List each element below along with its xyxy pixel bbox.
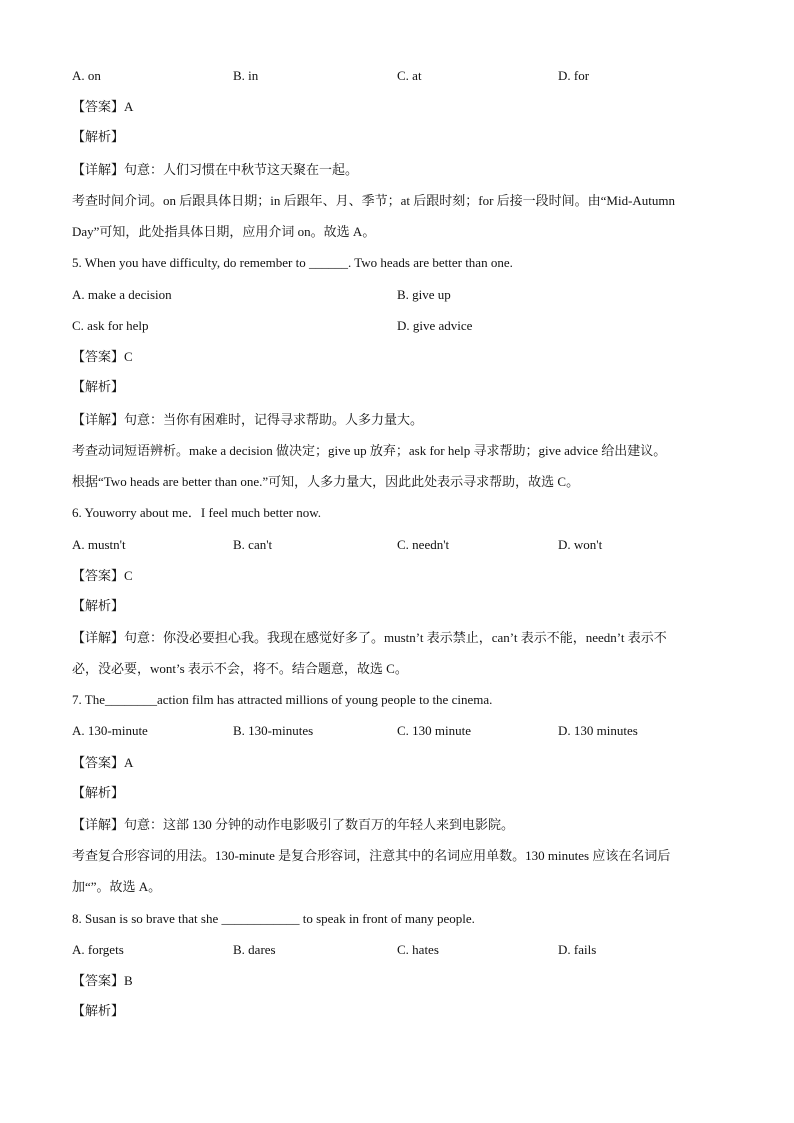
detail-tag: 【详解】 — [72, 818, 125, 833]
q5-detail — [72, 412, 423, 429]
q7-analysis-tag: 【解析】 — [72, 786, 125, 801]
q5-option-a: A. make a decision — [72, 287, 172, 302]
answer-value: A — [124, 755, 134, 770]
q8-option-a: A. forgets — [72, 942, 124, 957]
q7-option-a: A. 130-minute — [72, 723, 148, 738]
q5-detail-line: 根据“Two heads are better than one.”可知，人多力量大，因此此处表示寻求帮助，故选 C。 — [72, 474, 580, 489]
q6-option-a: A. mustn't — [72, 537, 126, 552]
q4-detail-line: 考查时间介词。on 后跟具体日期；in 后跟年、月、季节；at 后跟时刻；for 后接一段时间。由“Mid-Autumn — [72, 193, 676, 208]
q4-option-b: B. in — [233, 68, 259, 83]
answer-tag: 【答案】 — [72, 350, 125, 365]
q7-stem: 7. The________action film has attracted millions of young people to the cinema. — [72, 692, 493, 707]
q6-detail-line: 必，没必要，wont’s 表示不会，将不。结合题意，故选 C。 — [72, 661, 408, 676]
q8-option-b: B. dares — [233, 942, 276, 957]
q8-option-c: C. hates — [397, 942, 439, 957]
answer-value: B — [124, 973, 133, 988]
q5-answer — [72, 349, 133, 366]
detail-text: 句意：人们习惯在中秋节这天聚在一起。 — [124, 162, 359, 177]
q8-answer — [72, 973, 133, 990]
q4-detail-line: Day”可知，此处指具体日期，应用介词 on。故选 A。 — [72, 224, 376, 239]
q7-detail — [72, 817, 514, 834]
answer-tag: 【答案】 — [72, 569, 125, 584]
q7-detail-line: 考查复合形容词的用法。130-minute 是复合形容词，注意其中的名词应用单数。130 minutes 应该在名词后 — [72, 848, 671, 863]
q4-detail — [72, 162, 358, 179]
detail-text: 句意：这部 130 分钟的动作电影吸引了数百万的年轻人来到电影院。 — [124, 817, 515, 832]
q8-analysis-tag: 【解析】 — [72, 1004, 125, 1019]
q5-option-d: D. give advice — [397, 318, 473, 333]
q6-stem: 6. Youworry about me．I feel much better now. — [72, 505, 321, 520]
q5-option-c: C. ask for help — [72, 318, 149, 333]
detail-tag: 【详解】 — [72, 413, 125, 428]
q6-detail — [72, 630, 667, 647]
q5-analysis-tag: 【解析】 — [72, 380, 125, 395]
q5-option-b: B. give up — [397, 287, 451, 302]
detail-tag: 【详解】 — [72, 631, 125, 646]
q8-option-d: D. fails — [558, 942, 597, 957]
q7-option-b: B. 130-minutes — [233, 723, 314, 738]
q4-option-c: C. at — [397, 68, 422, 83]
q4-answer — [72, 99, 133, 116]
detail-text: 句意：当你有困难时，记得寻求帮助。人多力量大。 — [124, 412, 424, 427]
answer-value: C — [124, 349, 133, 364]
q7-detail-line: 加“”。故选 A。 — [72, 879, 162, 894]
q4-option-d: D. for — [558, 68, 590, 83]
answer-value: A — [124, 99, 134, 114]
q6-analysis-tag: 【解析】 — [72, 599, 125, 614]
q4-analysis-tag: 【解析】 — [72, 130, 125, 145]
detail-text: 句意：你没必要担心我。我现在感觉好多了。mustn’t 表示禁止，can’t 表示不能，needn’t 表示不 — [124, 630, 667, 645]
q6-option-b: B. can't — [233, 537, 273, 552]
q4-option-a: A. on — [72, 68, 101, 83]
q6-answer — [72, 568, 133, 585]
answer-tag: 【答案】 — [72, 974, 125, 989]
q5-stem: 5. When you have difficulty, do remember to ______. Two heads are better than one. — [72, 255, 513, 270]
q5-detail-line: 考查动词短语辨析。make a decision 做决定；give up 放弃；ask for help 寻求帮助；give advice 给出建议。 — [72, 443, 667, 458]
q8-stem: 8. Susan is so brave that she ____________ to speak in front of many people. — [72, 911, 475, 926]
q7-answer — [72, 755, 133, 772]
detail-tag: 【详解】 — [72, 163, 125, 178]
answer-tag: 【答案】 — [72, 100, 125, 115]
answer-tag: 【答案】 — [72, 756, 125, 771]
answer-value: C — [124, 568, 133, 583]
q7-option-d: D. 130 minutes — [558, 723, 638, 738]
q6-option-c: C. needn't — [397, 537, 450, 552]
q7-option-c: C. 130 minute — [397, 723, 472, 738]
q6-option-d: D. won't — [558, 537, 603, 552]
